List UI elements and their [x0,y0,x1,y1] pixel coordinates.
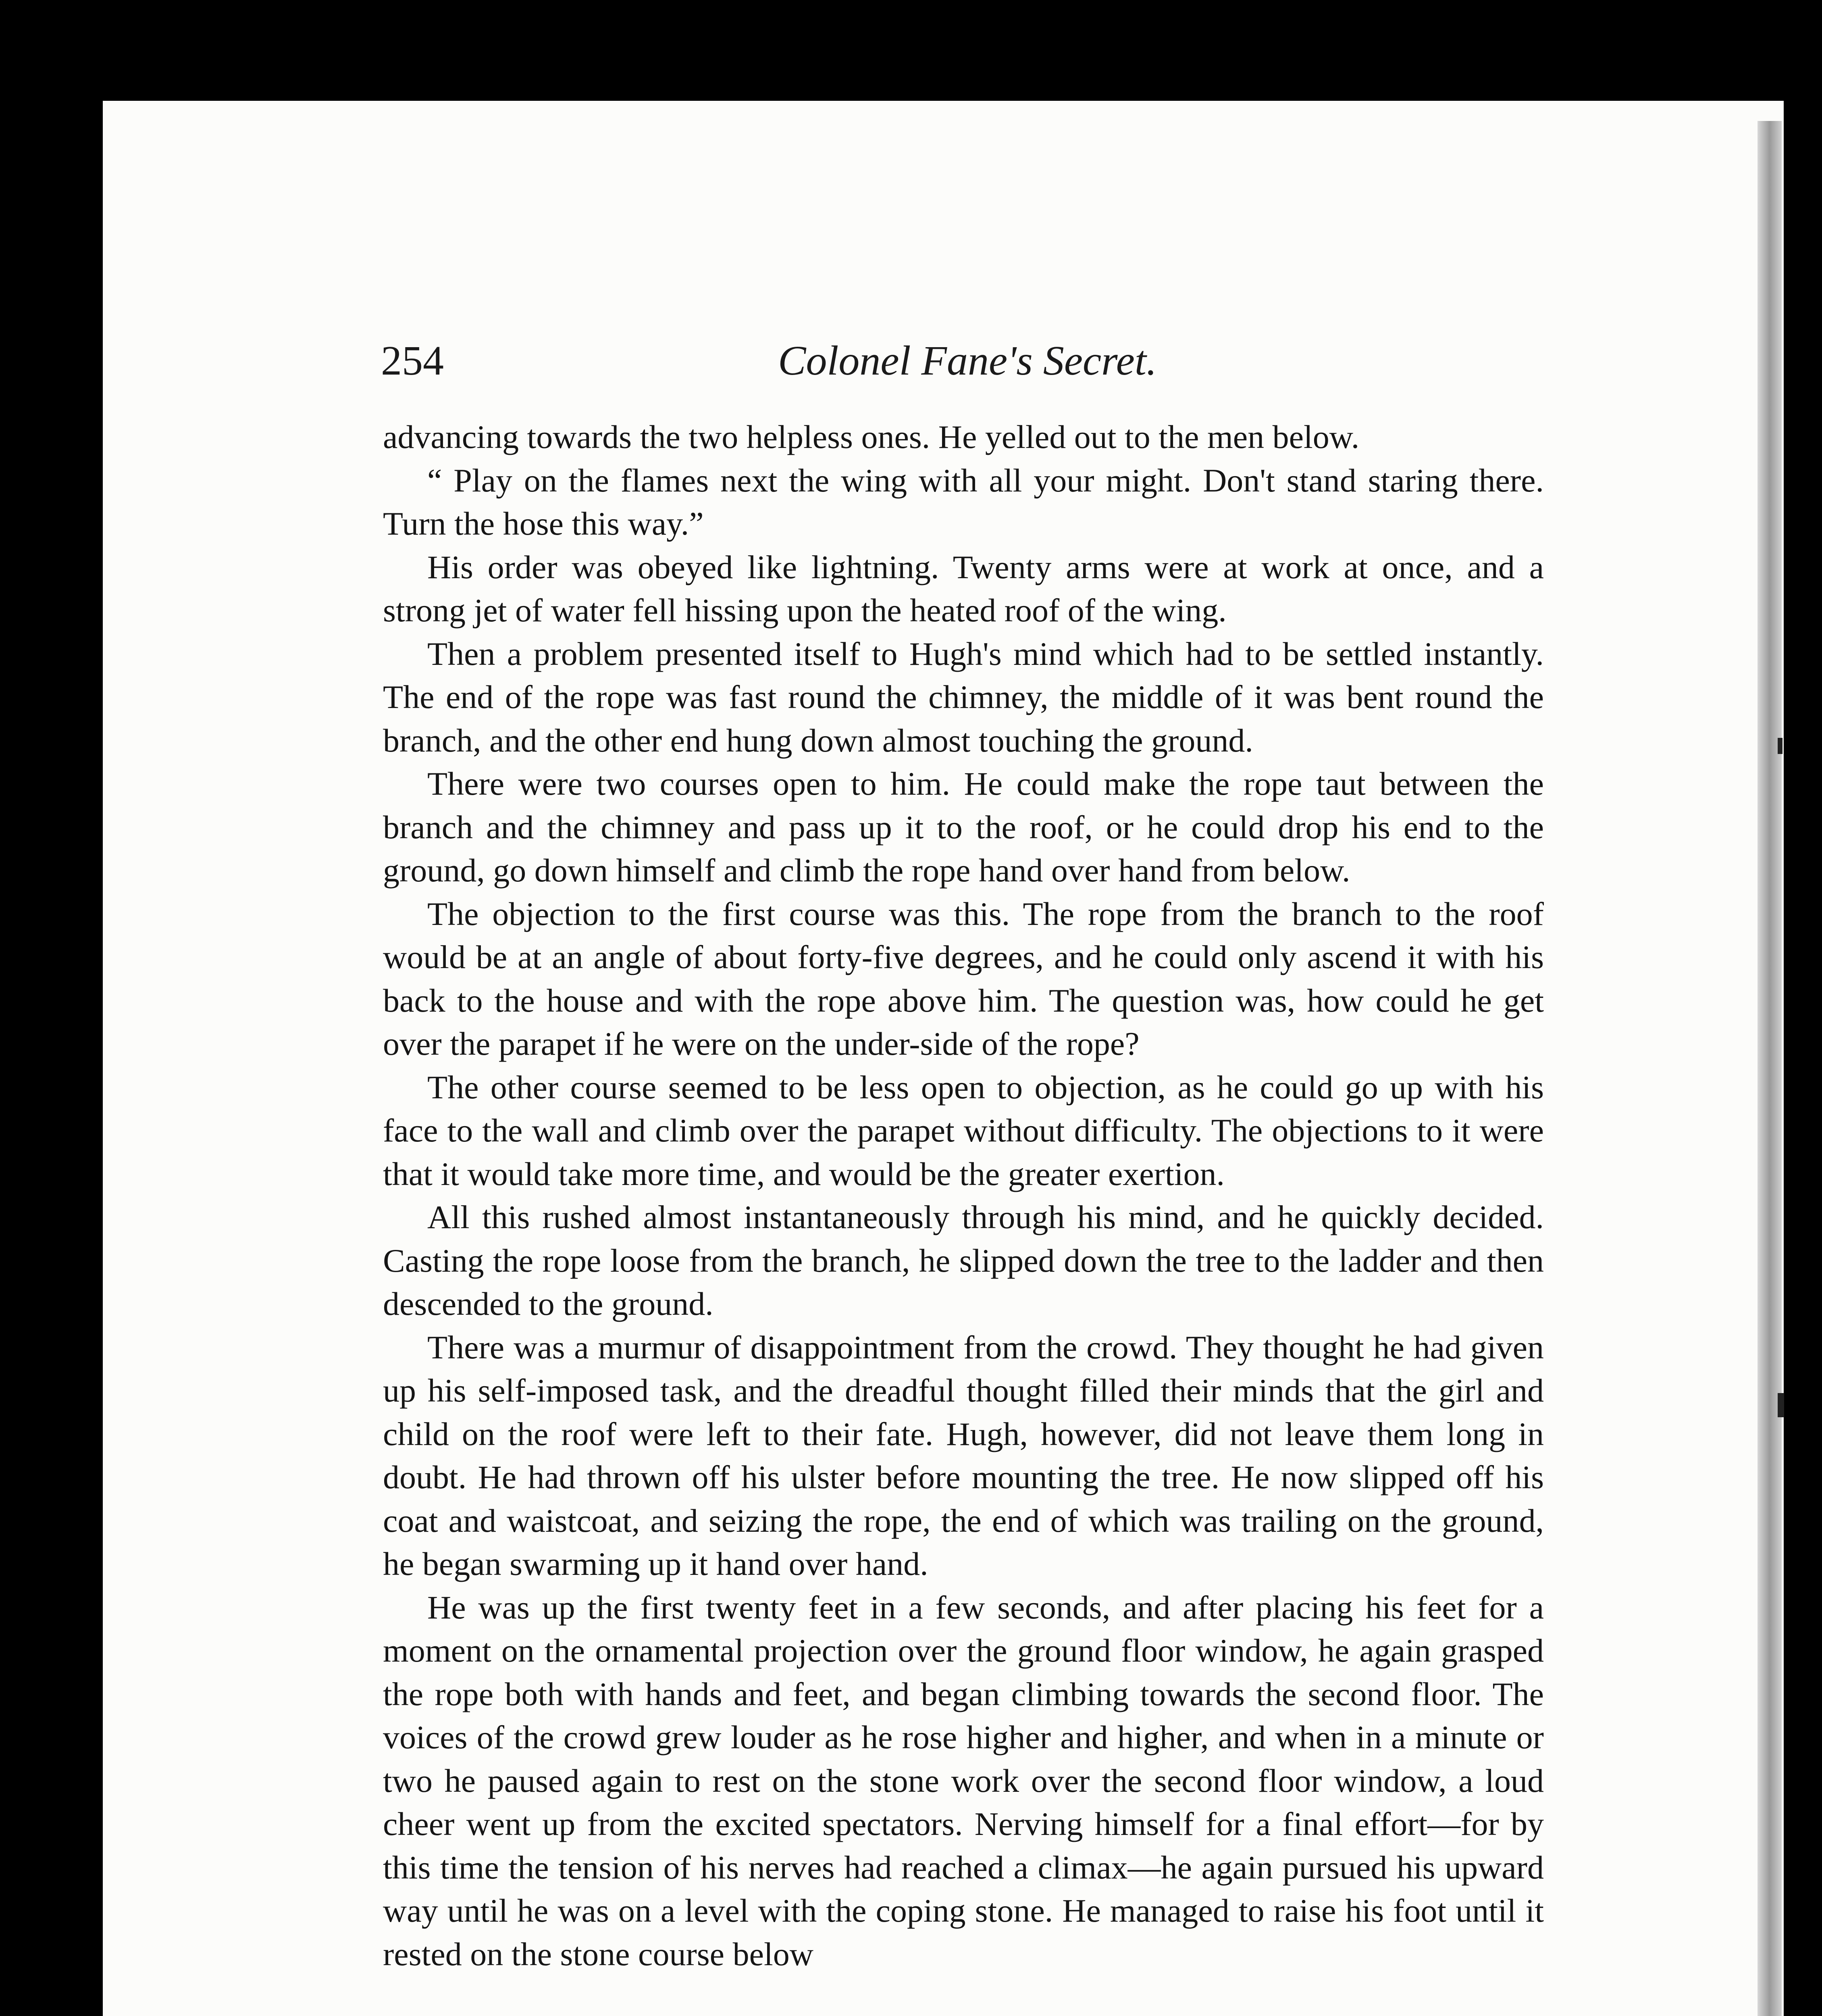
body-text [383,415,1544,1976]
paragraph: There was a murmur of disappointment from the crowd. They thought he had given up his self-imposed task, and the dreadful thought filled their minds that the girl and child on the roof were left to their fate. Hugh, however, did not leave them long in doubt. He had thrown off his ulster before mounting the tree. He now slipped off his coat and waistcoat, and seizing the rope, the end of which was trailing on the ground, he began swarming up it hand over hand. [383,1329,1544,1582]
page-edge-shadow [1758,121,1782,2016]
binding-mark [1778,1393,1784,1417]
paragraph: He was up the first twenty feet in a few seconds, and after placing his feet for a moment on the ornamental projection over the ground floor window, he again grasped the rope both with hands and feet, and began climbing towards the second floor. The voices of the crowd grew louder as he rose higher and higher, and when in a minute or two he paused again to rest on the stone work over the second floor window, a loud cheer went up from the excited spectators. Nerving himself for a final effort—for by this time the tension of his nerves had reached a climax—he again pursued his upward way until he was on a level with the coping stone. He managed to raise his foot until it rested on the stone course below [383,1589,1544,1972]
paragraph: There were two courses open to him. He could make the rope taut between the branch and the chimney and pass up it to the roof, or he could drop his end to the ground, go down himself and climb the rope hand over hand from below. [383,765,1544,889]
page-number: 254 [381,337,444,384]
binding-mark [1778,738,1782,754]
paragraph: advancing towards the two helpless ones. He yelled out to the men below. [383,419,1360,455]
running-title: Colonel Fane's Secret. [778,337,1157,384]
paragraph: His order was obeyed like lightning. Twenty arms were at work at once, and a strong jet of water fell hissing upon the heated roof of the wing. [383,548,1544,629]
page-header [381,337,1554,389]
paragraph: Then a problem presented itself to Hugh's mind which had to be settled instantly. The end of the rope was fast round the chimney, the middle of it was bent round the branch, and the other end hung down almost touching the ground. [383,635,1544,759]
paragraph: “ Play on the flames next the wing with all your might. Don't stand staring there. Turn the hose this way.” [383,462,1544,542]
paragraph: The objection to the first course was this. The rope from the branch to the roof would be at an angle of about forty-five degrees, and he could only ascend it with his back to the house and with the rope above him. The question was, how could he get over the parapet if he were on the under-side of the rope? [383,895,1544,1062]
paragraph: All this rushed almost instantaneously through his mind, and he quickly decided. Casting the rope loose from the branch, he slipped down the tree to the ladder and then descended to the ground. [383,1199,1544,1322]
paragraph: The other course seemed to be less open to objection, as he could go up with his face to the wall and climb over the parapet without difficulty. The objections to it were that it would take more time, and would be the greater exertion. [383,1068,1544,1192]
